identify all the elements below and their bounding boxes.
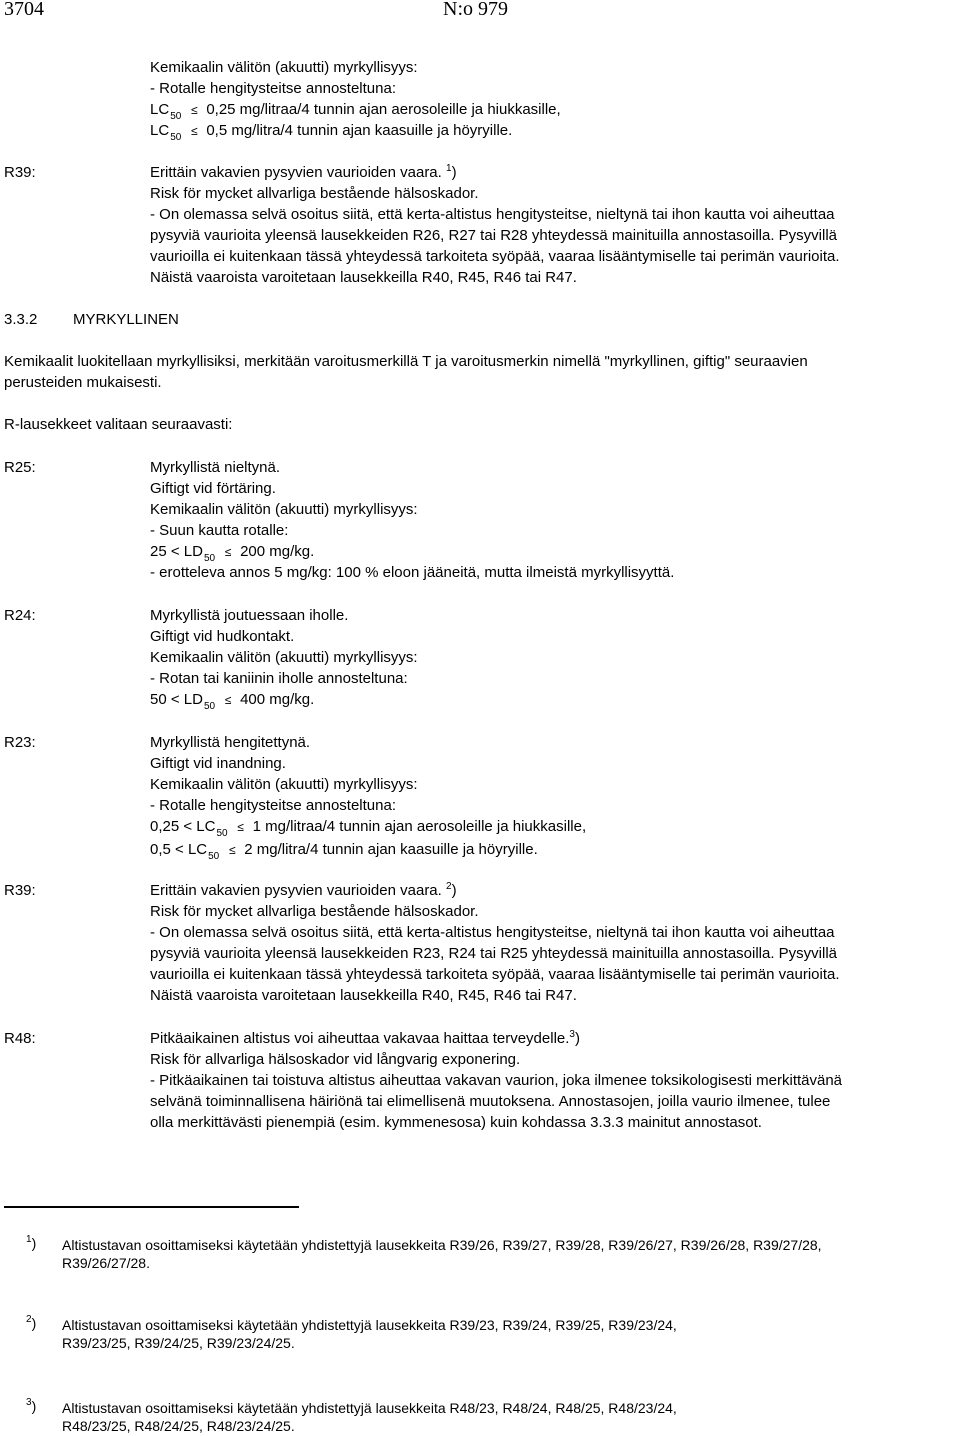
- issue-number: N:o 979: [443, 0, 508, 20]
- text-line: vaurioilla ei kuitenkaan tässä yhteydessä tarkoiteta syöpää, vaaraa lisääntymiselle tai perimän vaurioita.: [150, 248, 840, 265]
- text-line: R-lausekkeet valitaan seuraavasti:: [4, 416, 233, 433]
- text-line: Myrkyllistä nieltynä.: [150, 459, 281, 476]
- text-line: Myrkyllistä joutuessaan iholle.: [150, 607, 349, 624]
- phrase-text: Erittäin vakavien pysyvien vaurioiden vaara.: [150, 164, 442, 181]
- text-line: Kemikaalin välitön (akuutti) myrkyllisyys:: [150, 776, 418, 793]
- formula-prefix: 25 < LD: [150, 543, 203, 560]
- section-number: 3.3.2: [4, 311, 38, 328]
- text-line: Risk för mycket allvarliga bestående hälsoskador.: [150, 903, 479, 920]
- footnote-ref-close: ): [451, 164, 457, 181]
- text-line: Giftigt vid inandning.: [150, 755, 286, 772]
- r-phrase-label: R48:: [4, 1030, 36, 1047]
- relation-symbol: ≤: [224, 545, 232, 559]
- text-line: Risk för allvarliga hälsoskador vid långvarig exponering.: [150, 1051, 521, 1068]
- text-line: Kemikaalin välitön (akuutti) myrkyllisyys:: [150, 501, 418, 518]
- text-line: Giftigt vid hudkontakt.: [150, 628, 295, 645]
- formula-prefix: 0,25 < LC: [150, 818, 216, 835]
- text-line: - Rotalle hengitysteitse annosteltuna:: [150, 80, 396, 97]
- subscript: 50: [203, 553, 216, 564]
- footnote-close: ): [31, 1235, 37, 1251]
- text-line: - Rotalle hengitysteitse annosteltuna:: [150, 797, 396, 814]
- footnote-ref-close: ): [451, 882, 457, 899]
- formula-text: 0,25 mg/litraa/4 tunnin ajan aerosoleille ja hiukkasille,: [206, 101, 561, 118]
- formula-text: 400 mg/kg.: [240, 691, 315, 708]
- formula-text: 1 mg/litraa/4 tunnin ajan aerosoleille ja hiukkasille,: [252, 818, 587, 835]
- footnote-close: ): [31, 1398, 37, 1414]
- subscript: 50: [208, 851, 220, 862]
- formula-prefix: LC: [150, 101, 170, 118]
- relation-symbol: ≤: [228, 843, 236, 857]
- footnote-ref: 1: [446, 163, 452, 174]
- footnote-number: 2: [26, 1314, 32, 1325]
- footnote-ref: 2: [446, 881, 452, 892]
- section-title: MYRKYLLINEN: [73, 311, 179, 328]
- footnote-ref-close: ): [574, 1030, 580, 1047]
- relation-symbol: ≤: [237, 820, 244, 834]
- formula-text: 200 mg/kg.: [240, 543, 315, 560]
- formula-line: [150, 690, 314, 712]
- relation-symbol: ≤: [224, 693, 232, 707]
- text-line: pysyviä vaurioita yleensä lausekkeiden R23, R24 tai R25 yhteydessä mainituilla annostasoilla. Pysyvillä: [150, 945, 838, 962]
- footnote-text: Altistustavan osoittamiseksi käytetään yhdistettyjä lausekkeita R48/23, R48/24, R48/25, R48/23/24,: [62, 1400, 677, 1416]
- footnote-text: R48/23/25, R48/24/25, R48/23/24/25.: [62, 1418, 295, 1434]
- footnote-text: Altistustavan osoittamiseksi käytetään yhdistettyjä lausekkeita R39/26, R39/27, R39/28, R39/26/27, R39/26/28, R39/27/28,: [62, 1237, 822, 1253]
- formula-text: 2 mg/litra/4 tunnin ajan kaasuille ja höyryille.: [244, 841, 538, 858]
- page-number: 3704: [4, 0, 44, 20]
- text-line: - On olemassa selvä osoitus siitä, että kerta-altistus hengitysteitse, nieltynä tai ihon kautta voi aiheuttaa: [150, 924, 835, 941]
- formula-line: [150, 121, 512, 143]
- r-phrase-label: R39:: [4, 164, 36, 181]
- formula-line: [150, 542, 314, 564]
- footnote-number: 1: [26, 1234, 32, 1245]
- formula-prefix: LC: [150, 122, 170, 139]
- formula-text: 0,5 mg/litra/4 tunnin ajan kaasuille ja höyryille.: [206, 122, 513, 139]
- relation-symbol: ≤: [191, 124, 198, 138]
- formula-line: [150, 817, 586, 839]
- text-line: selvänä toiminnallisena häiriönä tai elimellisenä muutoksena. Annostasojen, joilla vaurio ilmenee, tulee: [150, 1093, 831, 1110]
- footnote-marker: [26, 1397, 36, 1418]
- text-line: - Suun kautta rotalle:: [150, 522, 289, 539]
- text-line: - Rotan tai kaniinin iholle annosteltuna:: [150, 670, 408, 687]
- footnote-text: Altistustavan osoittamiseksi käytetään yhdistettyjä lausekkeita R39/23, R39/24, R39/25, R39/23/24,: [62, 1317, 677, 1333]
- r-phrase-label: R39:: [4, 882, 36, 899]
- text-line: - Pitkäaikainen tai toistuva altistus aiheuttaa vakavan vaurion, joka ilmenee toksikologisesti merkittävänä: [150, 1072, 843, 1089]
- relation-symbol: ≤: [191, 103, 198, 117]
- text-line: Kemikaalin välitön (akuutti) myrkyllisyys:: [150, 649, 418, 666]
- footnote-ref: 3: [569, 1029, 575, 1040]
- phrase-text: Erittäin vakavien pysyvien vaurioiden vaara.: [150, 882, 442, 899]
- footnote-close: ): [31, 1315, 37, 1331]
- subscript: 50: [170, 132, 182, 143]
- phrase-text: Pitkäaikainen altistus voi aiheuttaa vakavaa haittaa terveydelle.: [150, 1030, 570, 1047]
- text-line: Risk för mycket allvarliga bestående hälsoskador.: [150, 185, 479, 202]
- text-line: olla merkittävästi pienempiä (esim. kymmenesosa) kuin kohdassa 3.3.3 mainitut annostasot.: [150, 1114, 762, 1131]
- text-line: Giftigt vid förtäring.: [150, 480, 276, 497]
- r-phrase-label: R23:: [4, 734, 36, 751]
- footnote-text: R39/26/27/28.: [62, 1255, 150, 1271]
- footnote-marker: [26, 1314, 36, 1335]
- text-line: Näistä vaaroista varoitetaan lausekkeilla R40, R45, R46 tai R47.: [150, 987, 577, 1004]
- subscript: 50: [170, 111, 182, 122]
- subscript: 50: [216, 828, 228, 839]
- text-line: perusteiden mukaisesti.: [4, 374, 162, 391]
- text-line: - erotteleva annos 5 mg/kg: 100 % eloon jääneitä, mutta ilmeistä myrkyllisyyttä.: [150, 564, 675, 581]
- formula-prefix: 0,5 < LC: [150, 841, 208, 858]
- subscript: 50: [203, 701, 216, 712]
- text-line: Kemikaalit luokitellaan myrkyllisiksi, merkitään varoitusmerkillä T ja varoitusmerkin nimellä "myrkyllinen, giftig" seuraavien: [4, 353, 808, 370]
- text-line: Näistä vaaroista varoitetaan lausekkeilla R40, R45, R46 tai R47.: [150, 269, 577, 286]
- text-line: vaurioilla ei kuitenkaan tässä yhteydessä tarkoiteta syöpää, vaaraa lisääntymiselle tai perimän vaurioita.: [150, 966, 840, 983]
- footnote-number: 3: [26, 1397, 32, 1408]
- r-phrase-label: R24:: [4, 607, 36, 624]
- text-line: - On olemassa selvä osoitus siitä, että kerta-altistus hengitysteitse, nieltynä tai ihon kautta voi aiheuttaa: [150, 206, 835, 223]
- text-line: pysyviä vaurioita yleensä lausekkeiden R26, R27 tai R28 yhteydessä mainituilla annostasoilla. Pysyvillä: [150, 227, 838, 244]
- text-line: [150, 1029, 580, 1051]
- r-phrase-label: R25:: [4, 459, 36, 476]
- footnote-marker: [26, 1234, 36, 1255]
- text-line: [150, 881, 457, 903]
- formula-prefix: 50 < LD: [150, 691, 203, 708]
- formula-line: [150, 100, 561, 122]
- text-line: Kemikaalin välitön (akuutti) myrkyllisyys:: [150, 59, 418, 76]
- footnote-text: R39/23/25, R39/24/25, R39/23/24/25.: [62, 1335, 295, 1351]
- formula-line: [150, 840, 538, 862]
- text-line: [150, 163, 457, 185]
- footnote-divider: [4, 1206, 299, 1208]
- text-line: Myrkyllistä hengitettynä.: [150, 734, 311, 751]
